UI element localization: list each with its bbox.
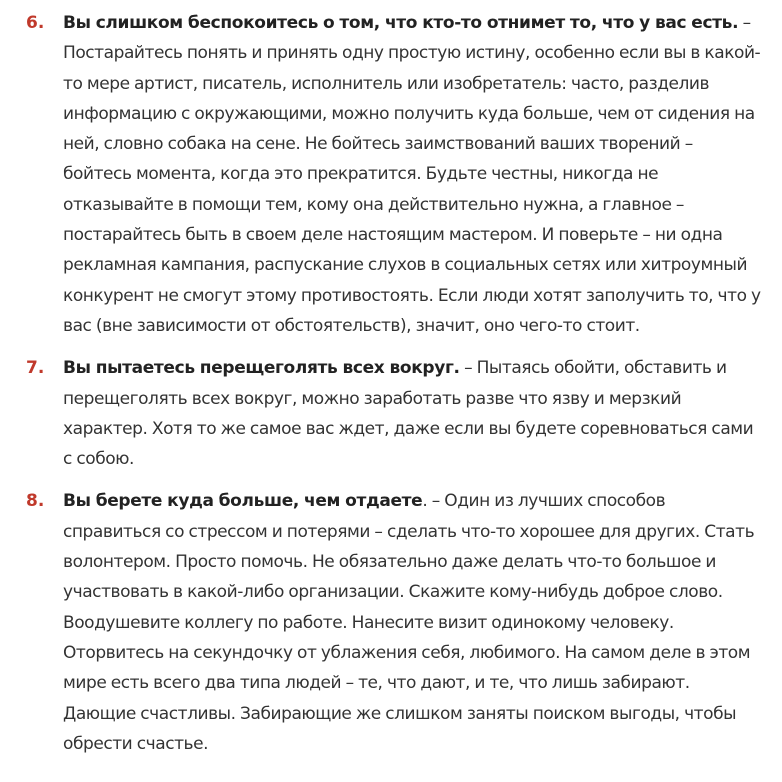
list-item-7 [26,353,762,474]
item-body: . – Один из лучших способов справиться со стрессом и потерями – сделать что-то хорошее для других. Стать волонтером. Просто помочь. Не обязательно даже делать что-то большое и участвовать в какой-либо организации. Скажите кому-нибудь доброе слово. Воодушевите коллегу по работе. Нанесите визит одинокому человеку. Оторвитесь на секундочку от ублажения себя, любимого. На самом деле в этом мире есть всего два типа людей – те, что дают, и те, что лишь забирают. Дающие счастливы. Забирающие же слишком заняты поиском выгоды, чтобы обрести счастье. [63,491,755,754]
item-title: Вы пытаетесь перещеголять всех вокруг. [63,358,460,379]
item-title: Вы берете куда больше, чем отдаете [63,491,423,512]
item-text [63,486,762,759]
item-body: – Пытаясь обойти, обставить и перещеголять всех вокруг, можно заработать разве что язву и мерзкий характер. Хотя то же самое вас ждет, даже если вы будете соревноваться сами с собою. [63,358,754,470]
item-text [63,8,762,341]
list-item-8 [26,486,762,759]
item-body: – Постарайтесь понять и принять одну простую истину, особенно если вы в какой-то мере артист, писатель, исполнитель или изобретатель: часто, разделив информацию с окружающими, можно получить куда больше, чем от сидения на ней, словно собака на сене. Не бойтесь заимствований ваших творений – бойтесь момента, когда это прекратится. Будьте честны, никогда не отказывайте в помощи тем, кому она действительно нужна, а главное – постарайтесь быть в своем деле настоящим мастером. И поверьте – ни одна рекламная кампания, распускание слухов в социальных сетях или хитроумный конкурент не смогут этому противостоять. Если люди хотят заполучить то, что у вас (вне зависимости от обстоятельств), значит, оно чего-то стоит. [63,13,761,336]
item-title: Вы слишком беспокоитесь о том, что кто-то отнимет то, что у вас есть. [63,13,739,33]
item-number: 8. [26,491,45,512]
item-text [63,353,762,474]
item-number: 6. [26,13,45,33]
list-item-6 [26,8,762,341]
item-number: 7. [26,358,45,379]
